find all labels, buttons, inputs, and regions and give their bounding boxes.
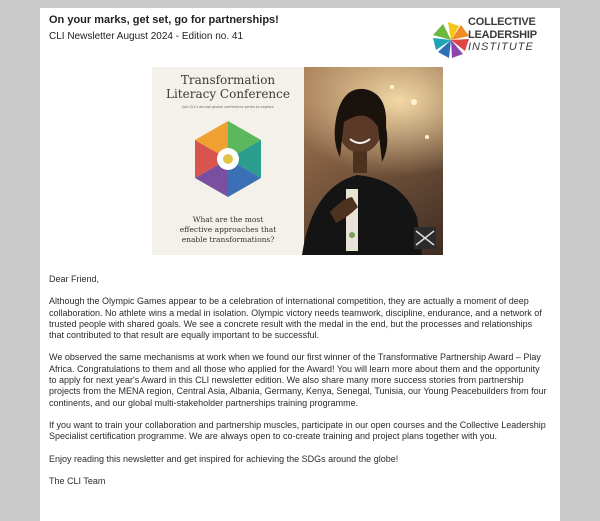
banner-question-line-1: What are the most	[192, 215, 264, 224]
paragraph-3: If you want to train your collaboration and partnership muscles, participate in our open courses and the Collective Leadership Specialist certification programme. We are always open to co-create training and project plans together with you.	[49, 419, 546, 442]
newsletter-subtitle: CLI Newsletter August 2024 - Edition no. 41	[49, 31, 244, 42]
logo-text	[468, 16, 537, 54]
paragraph-1: Although the Olympic Games appear to be a celebration of international competition, they are actually a moment of deep collaboration. No athlete wins a medal in isolation. Olympic victory needs teamwork, discipline, endurance, and a network of trusted people with shared goals. We see a concrete result with the medal in the end, but the processes and relationships that contributed to that result are equally important to be successful.	[49, 296, 542, 341]
banner-question-line-3: enable transformations?	[181, 235, 275, 244]
greeting: Dear Friend,	[49, 274, 100, 284]
banner-small-text: Join CLI's annual global conference series to explore	[182, 105, 274, 109]
signoff: The CLI Team	[49, 475, 106, 486]
banner-question-line-2: effective approaches that	[179, 225, 277, 234]
logo-line-3: INSTITUTE	[468, 41, 534, 53]
paragraph-2: We observed the same mechanisms at work when we found our first winner of the Transformative Partnership Award – Play Africa. Congratulations to them and all those who applied for the Award! You will learn more about them and the opportunity to apply for next year's Award in this CLI newsletter edition. We also share many more success stories from partnership projects from the MENA region, Central Asia, Albania, Germany, Kenya, Senegal, Tunisia, our Young Peacebuilders from four continents, and our global multi-stakeholder partnerships training programme.	[49, 352, 547, 408]
paragraph-4: Enjoy reading this newsletter and get inspired for achieving the SDGs around the globe!	[49, 453, 399, 464]
newsletter-body	[49, 274, 549, 498]
newsletter-title: On your marks, get set, go for partnerships!	[49, 14, 279, 26]
hero-image[interactable]	[152, 67, 443, 255]
logo-line-2: LEADERSHIP	[468, 28, 537, 41]
newsletter-sheet	[40, 8, 560, 521]
banner-title-line-1: Transformation	[180, 73, 276, 87]
pinwheel-logo-icon	[432, 18, 470, 62]
cli-logo[interactable]	[432, 16, 550, 64]
banner-title-line-2: Literacy Conference	[165, 87, 291, 101]
logo-line-1: COLLECTIVE	[468, 16, 536, 28]
